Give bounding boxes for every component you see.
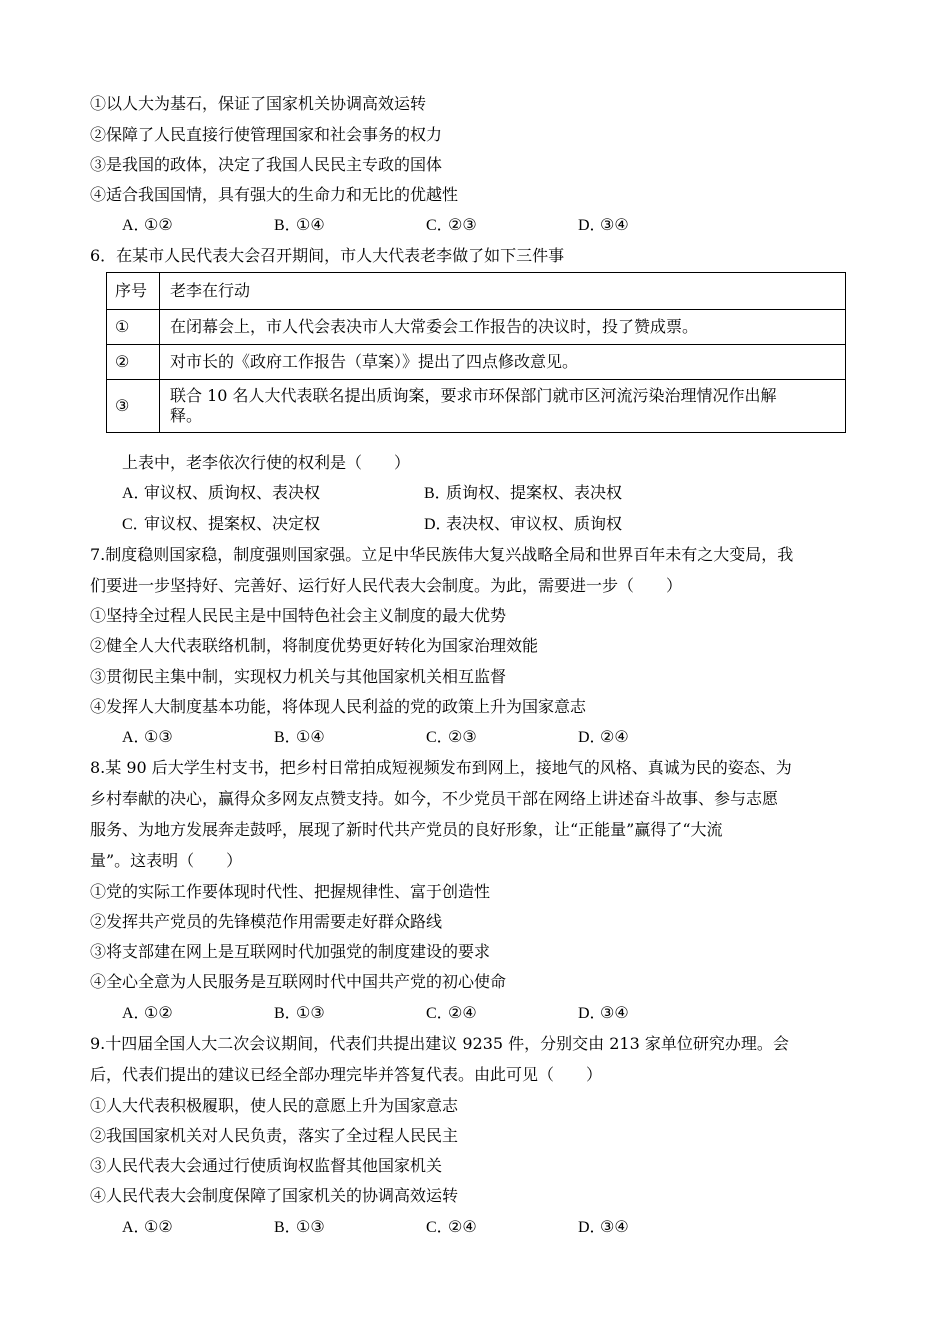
table-cell-text: 对市长的《政府工作报告（草案）》提出了四点修改意见。 [160, 345, 846, 380]
q7-item-1: ①坚持全过程人民民主是中国特色社会主义制度的最大优势 [90, 606, 507, 625]
q9-stem-line-1: 9.十四届全国人大二次会议期间，代表们共提出建议 9235 件，分别交由 213 家单位研究办理。会 [90, 1034, 789, 1053]
q9-option-d[interactable]: D．③④ [578, 1217, 629, 1236]
table-cell-line: 联合 10 名人大代表联名提出质询案，要求市环保部门就市区河流污染治理情况作出解 [170, 386, 777, 405]
q7-option-b[interactable]: B．①④ [274, 727, 325, 746]
table-header-row [107, 273, 846, 310]
q7-stem-line-2: 们要进一步坚持好、完善好、运行好人民代表大会制度。为此，需要进一步（ ） [90, 576, 683, 595]
q9-stem-line-2: 后，代表们提出的建议已经全部办理完毕并答复代表。由此可见（ ） [90, 1065, 603, 1084]
table-row [107, 345, 846, 380]
q6-option-a[interactable]: A．审议权、质询权、表决权 [122, 483, 321, 502]
q7-option-c[interactable]: C．②③ [426, 727, 477, 746]
q5-item-3: ③是我国的政体，决定了我国人民民主专政的国体 [90, 155, 443, 174]
q9-item-3: ③人民代表大会通过行使质询权监督其他国家机关 [90, 1156, 443, 1175]
q6-table [106, 272, 846, 433]
q7-item-3: ③贯彻民主集中制，实现权力机关与其他国家机关相互监督 [90, 667, 507, 686]
q9-option-c[interactable]: C．②④ [426, 1217, 477, 1236]
q6-question: 上表中，老李依次行使的权利是（ ） [122, 453, 411, 472]
table-header-cell: 老李在行动 [160, 273, 846, 310]
q6-option-d[interactable]: D．表决权、审议权、质询权 [424, 514, 623, 533]
q8-item-2: ②发挥共产党员的先锋模范作用需要走好群众路线 [90, 912, 443, 931]
table-header-cell: 序号 [107, 273, 160, 310]
table-row [107, 310, 846, 345]
q6-option-c[interactable]: C．审议权、提案权、决定权 [122, 514, 321, 533]
q5-item-4: ④适合我国国情，具有强大的生命力和无比的优越性 [90, 185, 459, 204]
q8-option-a[interactable]: A．①② [122, 1003, 173, 1022]
table-cell-line: 释。 [170, 406, 203, 425]
q8-item-3: ③将支部建在网上是互联网时代加强党的制度建设的要求 [90, 942, 491, 961]
q5-option-a[interactable]: A．①② [122, 215, 173, 234]
q8-stem-line-2: 乡村奉献的决心，赢得众多网友点赞支持。如今，不少党员干部在网络上讲述奋斗故事、参与志愿 [90, 789, 779, 808]
q7-option-a[interactable]: A．①③ [122, 727, 173, 746]
q7-stem-line-1: 7.制度稳则国家稳，制度强则国家强。立足中华民族伟大复兴战略全局和世界百年未有之大变局，我 [90, 545, 794, 564]
q9-item-2: ②我国国家机关对人民负责，落实了全过程人民民主 [90, 1126, 459, 1145]
q5-item-2: ②保障了人民直接行使管理国家和社会事务的权力 [90, 125, 443, 144]
q9-option-a[interactable]: A．①② [122, 1217, 173, 1236]
table-cell-text: 在闭幕会上，市人代会表决市人大常委会工作报告的决议时，投了赞成票。 [160, 310, 846, 345]
q7-item-2: ②健全人大代表联络机制，将制度优势更好转化为国家治理效能 [90, 636, 539, 655]
q7-item-4: ④发挥人大制度基本功能，将体现人民利益的党的政策上升为国家意志 [90, 697, 587, 716]
q8-stem-line-4: 量”。这表明（ ） [90, 851, 243, 870]
q9-option-b[interactable]: B．①③ [274, 1217, 325, 1236]
q8-item-1: ①党的实际工作要体现时代性、把握规律性、富于创造性 [90, 882, 491, 901]
q5-item-1: ①以人大为基石，保证了国家机关协调高效运转 [90, 94, 427, 113]
table-cell-no: ③ [107, 380, 160, 433]
q6-stem: 6．在某市人民代表大会召开期间，市人大代表老李做了如下三件事 [90, 246, 565, 265]
q8-stem-line-1: 8.某 90 后大学生村支书，把乡村日常拍成短视频发布到网上，接地气的风格、真诚为民的姿态、为 [90, 758, 792, 777]
q6-option-b[interactable]: B．质询权、提案权、表决权 [424, 483, 623, 502]
table-cell-no: ① [107, 310, 160, 345]
q5-option-c[interactable]: C．②③ [426, 215, 477, 234]
q5-option-d[interactable]: D．③④ [578, 215, 629, 234]
table-row [107, 380, 846, 433]
table-cell-no: ② [107, 345, 160, 380]
q9-item-4: ④人民代表大会制度保障了国家机关的协调高效运转 [90, 1186, 459, 1205]
q8-option-c[interactable]: C．②④ [426, 1003, 477, 1022]
q8-stem-line-3: 服务、为地方发展奔走鼓呼，展现了新时代共产党员的良好形象，让“正能量”赢得了“大流 [90, 820, 723, 839]
q8-option-b[interactable]: B．①③ [274, 1003, 325, 1022]
q8-option-d[interactable]: D．③④ [578, 1003, 629, 1022]
q9-item-1: ①人大代表积极履职，使人民的意愿上升为国家意志 [90, 1096, 459, 1115]
q7-option-d[interactable]: D．②④ [578, 727, 629, 746]
q8-item-4: ④全心全意为人民服务是互联网时代中国共产党的初心使命 [90, 972, 507, 991]
q5-option-b[interactable]: B．①④ [274, 215, 325, 234]
table-cell-text [160, 380, 846, 433]
